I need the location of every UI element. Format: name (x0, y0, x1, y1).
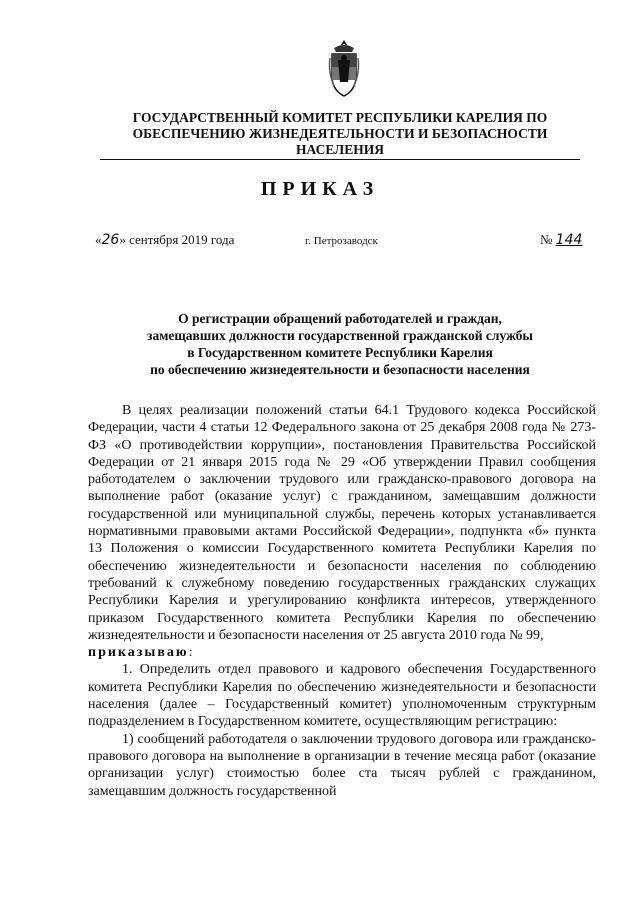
item-1-1: 1) сообщений работодателя о заключении трудового договора или гражданско-правового договора на выполнение в организации в течение месяца работ (оказание организации услуг) стоимостью более ста тысяч рублей с гражданином, замещавшим должность государственной (88, 731, 596, 799)
subject-line-2: замещавших должности государственной гражданской службы (147, 328, 533, 343)
document-body (88, 402, 596, 800)
decree-word: приказываю (88, 645, 189, 661)
document-date (95, 232, 234, 248)
item-1: 1. Определить отдел правового и кадрового обеспечения Государственного комитета Республики Карелия по обеспечению жизнедеятельности и безопасности населения (далее – Государственный комитет) уполномоченным структурным подразделением в Государственном комитете, осуществляющим регистрацию: (88, 662, 596, 730)
document-number (540, 232, 582, 248)
date-close-quote: » (119, 232, 126, 247)
organization-name (100, 110, 580, 160)
document-city: г. Петрозаводск (305, 235, 378, 247)
decree-colon: : (188, 645, 193, 661)
decree-line (88, 644, 596, 661)
subject-line-1: О регистрации обращений работодателей и граждан, (178, 311, 502, 326)
org-line-1: ГОСУДАРСТВЕННЫЙ КОМИТЕТ РЕСПУБЛИКИ КАРЕЛИЯ ПО (132, 110, 548, 125)
preamble-paragraph: В целях реализации положений статьи 64.1 Трудового кодекса Российской Федерации, части 4 статьи 12 Федерального закона от 25 декабря 2008 года № 273-ФЗ «О противодействии коррупции», постановления Правительства Российской Федерации от 21 января 2015 года № 29 «Об утверждении Правил сообщения работодателем о заключении трудового или гражданско-правового договора на выполнение работ (оказание услуг) с гражданином, замещавшим должности государственной или муниципальной службы, перечень которых устанавливается нормативными правовыми актами Российской Федерации», подпункта «б» пункта 13 Положения о комиссии Государственного комитета Республики Карелия по обеспечению жизнедеятельности и безопасности населения по соблюдению требований к служебному поведению государственных гражданских служащих Республики Карелия и урегулированию конфликта интересов, утвержденного приказом Государственного комитета Республики Карелия по обеспечению жизнедеятельности и безопасности населения от 25 августа 2010 года № 99, (88, 403, 596, 643)
number-value: 144 (555, 232, 583, 248)
karelia-coat-of-arms-icon (326, 38, 362, 98)
document-subject (110, 310, 570, 378)
date-day: 26 (101, 232, 120, 248)
document-type-title: ПРИКАЗ (260, 178, 380, 200)
date-rest: сентября 2019 года (129, 232, 235, 247)
subject-line-3: в Государственном комитете Республики Карелия (187, 345, 493, 360)
date-open-quote: « (95, 232, 102, 247)
number-label: № (540, 232, 553, 247)
subject-line-4: по обеспечению жизнедеятельности и безопасности населения (150, 362, 530, 377)
org-line-2: ОБЕСПЕЧЕНИЮ ЖИЗНЕДЕЯТЕЛЬНОСТИ И БЕЗОПАСНОСТИ НАСЕЛЕНИЯ (100, 126, 580, 160)
